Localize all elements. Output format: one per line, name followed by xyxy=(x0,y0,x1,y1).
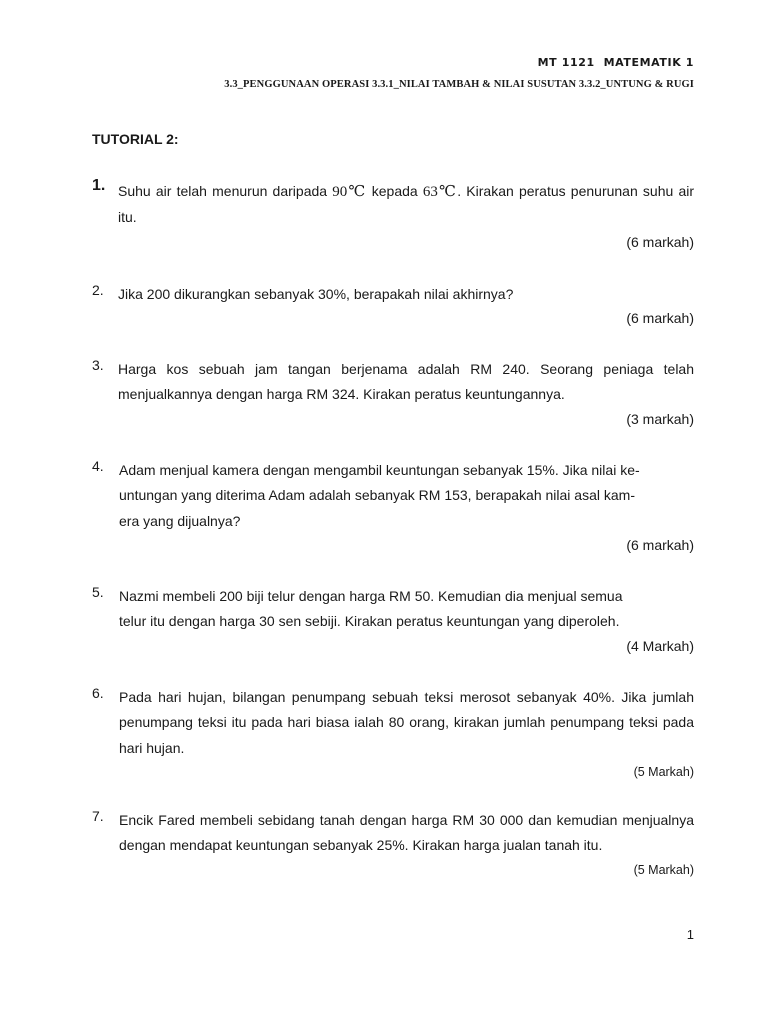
marks-label: (3 markah) xyxy=(626,410,694,427)
question-number: 1. xyxy=(92,177,106,194)
course-code: MT 1121 MATEMATIK 1 xyxy=(537,56,694,69)
marks-label: (6 markah) xyxy=(626,536,694,553)
question-text-part: kepada xyxy=(366,183,423,199)
question-text: Harga kos sebuah jam tangan berjenama adalah RM 240. Seorang peniaga telah menjualkannya dengan harga RM 324. Kirakan peratus keuntungannya. xyxy=(118,361,694,403)
question-text xyxy=(119,458,694,534)
question-line: telur itu dengan harga 30 sen sebiji. Kirakan peratus keuntungan yang diperoleh. xyxy=(119,613,620,630)
question-number: 4. xyxy=(92,458,104,474)
marks-label: (6 markah) xyxy=(626,233,694,250)
question-number: 5. xyxy=(92,584,104,600)
marks-label: (4 Markah) xyxy=(626,637,694,654)
question-line: untungan yang diterima Adam adalah sebanyak RM 153, berapakah nilai asal kam- xyxy=(119,487,635,504)
question-number: 2. xyxy=(92,282,104,298)
question-7 xyxy=(92,808,694,880)
question-text-part: . Kirakan peratus penurunan suhu air itu. xyxy=(118,183,695,226)
marks-label: (6 markah) xyxy=(626,310,694,327)
question-number: 6. xyxy=(92,685,104,701)
temperature-start: 90℃ xyxy=(332,184,367,200)
question-number: 7. xyxy=(92,808,104,824)
question-text xyxy=(118,179,694,231)
page-number: 1 xyxy=(686,927,694,942)
question-3 xyxy=(92,357,694,429)
question-6 xyxy=(92,685,694,782)
question-1 xyxy=(92,179,694,252)
question-text: Encik Fared membeli sebidang tanah dengan harga RM 30 000 dan kemudian menjualnya dengan mendapat keuntungan sebanyak 25%. Kirakan harga jualan tanah itu. xyxy=(119,812,694,854)
question-line: Nazmi membeli 200 biji telur dengan harga RM 50. Kemudian dia menjual semua xyxy=(119,588,623,604)
topic-header: 3.3_PENGGUNAAN OPERASI 3.3.1_NILAI TAMBAH & NILAI SUSUTAN 3.3.2_UNTUNG & RUGI xyxy=(224,79,694,90)
marks-label: (5 Markah) xyxy=(633,862,694,877)
marks-label: (5 Markah) xyxy=(633,764,694,779)
question-4 xyxy=(92,458,694,555)
question-text xyxy=(119,584,694,635)
question-text: Pada hari hujan, bilangan penumpang sebuah teksi merosot sebanyak 40%. Jika jumlah penumpang teksi itu pada hari biasa ialah 80 orang, kirakan jumlah penumpang teksi pada hari hujan. xyxy=(119,689,694,756)
question-line: Adam menjual kamera dengan mengambil keuntungan sebanyak 15%. Jika nilai ke- xyxy=(119,462,640,478)
question-line: era yang dijualnya? xyxy=(119,512,241,529)
question-2 xyxy=(92,282,694,328)
question-text-part: Suhu air telah menurun daripada xyxy=(118,183,333,199)
question-number: 3. xyxy=(92,357,104,373)
tutorial-title: TUTORIAL 2: xyxy=(92,131,179,147)
question-5 xyxy=(92,584,694,656)
question-text: Jika 200 dikurangkan sebanyak 30%, berapakah nilai akhirnya? xyxy=(118,286,514,302)
temperature-end: 63℃ xyxy=(422,184,458,200)
